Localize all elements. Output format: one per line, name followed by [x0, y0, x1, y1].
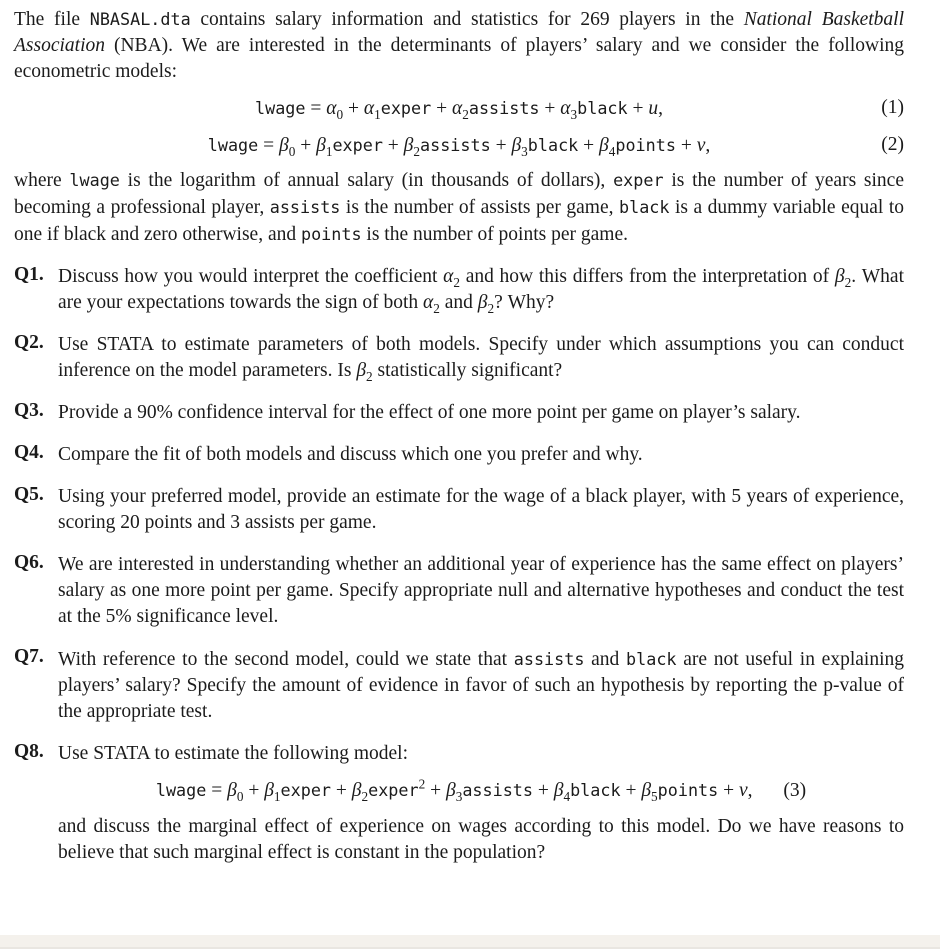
equation-1-body: lwage = $\alpha_0$ + $\alpha_1exper$ + $\alpha_2assists$ + $\alpha_3black + u$, — [255, 98, 663, 122]
question-q6 — [14, 552, 904, 630]
question-q3 — [14, 400, 904, 426]
question-q8 — [14, 741, 904, 866]
question-q3-label: Q3. — [14, 400, 44, 421]
question-q4 — [14, 442, 904, 468]
equation-2-number: (2) — [881, 134, 904, 155]
question-q5 — [14, 484, 904, 536]
equation-3-body: lwage = $\beta_0$ + $\beta_1exper$ + $\beta_2exper^2$ + $\beta_3assists$ + $\beta_4black$ + $\beta_5points + v$, — [155, 776, 753, 804]
question-q4-text: Compare the fit of both models and discuss which one you prefer and why. — [58, 444, 643, 465]
questions-list — [14, 264, 904, 866]
question-q6-label: Q6. — [14, 552, 44, 573]
equation-2-body: lwage = $\beta_0$ + $\beta_1exper$ + $\beta_2assists$ + $\beta_3black$ + $\beta_4points + v$, — [207, 135, 711, 159]
question-q5-label: Q5. — [14, 484, 44, 505]
question-q5-text: Using your preferred model, provide an estimate for the wage of a black player, with 5 years of experience, scoring 20 points and 3 assists per game. — [58, 486, 904, 533]
question-q4-label: Q4. — [14, 442, 44, 463]
question-q8-text — [58, 741, 904, 866]
question-q2-label: Q2. — [14, 332, 44, 353]
question-q1 — [14, 264, 904, 316]
equation-3 — [58, 777, 904, 804]
equation-1 — [14, 95, 904, 122]
question-q7 — [14, 646, 904, 725]
intro-paragraph: The file NBASAL.dta contains salary information and statistics for 269 players in the National Basketball Association (NBA). We are interested in the determinants of players’ salary and we consider the following econometric models: — [14, 9, 905, 82]
definitions-paragraph: where lwage is the logarithm of annual salary (in thousands of dollars), exper is the number of years since becoming a professional player, assists is the number of assists per game, black is a dummy variable equal to one if black and zero otherwise, and points is the number of points per game. — [14, 170, 904, 245]
equation-1-number: (1) — [881, 97, 904, 118]
question-q1-label: Q1. — [14, 264, 44, 285]
question-q8-outro: and discuss the marginal effect of experience on wages according to this model. Do we have reasons to believe that such marginal effect is constant in the population? — [58, 816, 904, 863]
question-q3-text: Provide a 90% confidence interval for the effect of one more point per game on player’s salary. — [58, 402, 801, 423]
question-q8-label: Q8. — [14, 741, 44, 762]
question-q7-label: Q7. — [14, 646, 44, 667]
equation-3-number: (3) — [783, 780, 807, 801]
question-q7-text: With reference to the second model, could we state that assists and black are not useful in explaining players’ salary? Specify the amount of evidence in favor of such an hypothesis by reporting the p-value of the appropriate test. — [58, 649, 904, 722]
question-q2-text: Use STATA to estimate parameters of both models. Specify under which assumptions you can conduct inference on the model parameters. Is $\beta_2$ statistically significant? — [58, 334, 904, 384]
question-q8-intro: Use STATA to estimate the following model: — [58, 743, 409, 764]
question-q2 — [14, 332, 904, 384]
question-q6-text: We are interested in understanding whether an additional year of experience has the same effect on players’ salary as one more point per game. Specify appropriate null and alternative hypotheses and conduct the test at the 5% significance level. — [58, 554, 904, 627]
question-q1-text: Discuss how you would interpret the coefficient $\alpha_2$ and how this differs from the interpretation of $\beta_2$. What are your expectations towards the sign of both $\alpha_2$ and $\beta_2$? Why? — [58, 266, 904, 316]
equation-2 — [14, 132, 904, 159]
page-bottom-edge — [0, 935, 940, 949]
